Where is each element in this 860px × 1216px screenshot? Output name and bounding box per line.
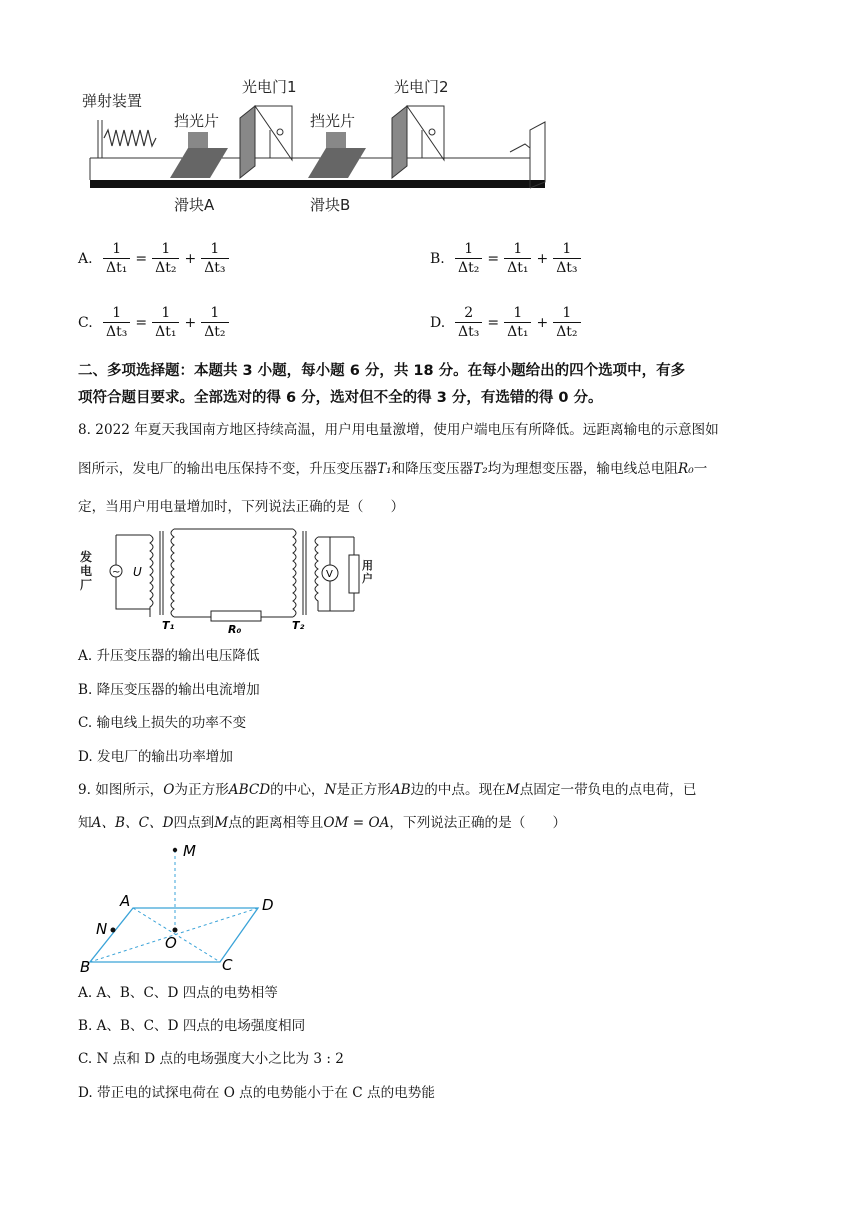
point-o [173, 928, 178, 933]
q7-option-c[interactable]: C. $\frac{1}{\text{Δt₃}}$ = $\frac{1}{\text{Δt₁}}$ + $\frac{1}{\text{Δt₂}}$ [78, 304, 232, 341]
section2-line2: 项符合题目要求。全部选对的得 6 分，选对但不全的得 3 分，有选错的得 0 分。 [78, 390, 603, 406]
q9-option-b[interactable]: B. A、B、C、D 四点的电场强度相同 [78, 1018, 306, 1034]
q9-line2: 知A、B、C、D四点到M点的距离相等且OM = OA，下列说法正确的是（ ） [78, 815, 567, 831]
point-n [111, 928, 116, 933]
square-charge-figure [78, 838, 298, 976]
gate2-label: 光电门2 [394, 78, 449, 96]
voltmeter-label: V [326, 569, 333, 580]
q7-option-b[interactable]: B. $\frac{1}{\text{Δt₂}}$ = $\frac{1}{\text{Δt₁}}$ + $\frac{1}{\text{Δt₃}}$ [430, 240, 584, 277]
label-m: M [183, 842, 196, 860]
transmission-circuit-figure [78, 525, 378, 635]
user-label-2: 户 [362, 572, 373, 585]
label-n: N [96, 920, 108, 938]
label-a: A [120, 892, 131, 910]
air-track-figure [70, 70, 560, 220]
track-base [90, 180, 545, 188]
section2-line1: 二、多项选择题：本题共 3 小题，每小题 6 分，共 18 分。在每小题给出的四个选项中，有多 [78, 363, 686, 379]
q8-option-a[interactable]: A. 升压变压器的输出电压降低 [78, 648, 260, 664]
q8-line2: 图所示，发电厂的输出电压保持不变，升压变压器T₁和降压变压器T₂均为理想变压器，输电线总电阻R₀一 [78, 461, 708, 477]
voltage-u-label: U [133, 565, 142, 579]
label-d: D [262, 896, 274, 914]
q9-option-a[interactable]: A. A、B、C、D 四点的电势相等 [78, 985, 278, 1001]
q8-line3: 定，当用户用电量增加时，下列说法正确的是（ ） [78, 499, 405, 515]
q8-option-c[interactable]: C. 输电线上损失的功率不变 [78, 715, 247, 731]
spring [104, 130, 156, 146]
q8-option-b[interactable]: B. 降压变压器的输出电流增加 [78, 682, 260, 698]
label-c: C [222, 956, 233, 974]
shutter-b-label: 挡光片 [310, 112, 356, 130]
q8-line1: 8. 2022 年夏天我国南方地区持续高温，用户用电量激增，使用户端电压有所降低。远距离输电的示意图如 [78, 422, 719, 438]
q8-option-d[interactable]: D. 发电厂的输出功率增加 [78, 749, 233, 765]
t2-label: T₂ [292, 619, 305, 632]
r0-label: R₀ [228, 623, 242, 635]
q9-option-d[interactable]: D. 带正电的试探电荷在 O 点的电势能小于在 C 点的电势能 [78, 1085, 435, 1101]
gate1-label: 光电门1 [242, 78, 297, 96]
user-label-1: 用 [362, 559, 373, 572]
q9-line1: 9. 如图所示，O为正方形ABCD的中心，N是正方形AB边的中点。现在M点固定一带负电的点电荷，已 [78, 782, 697, 798]
plant-label-2: 电 [80, 564, 93, 578]
point-m [173, 848, 177, 852]
plant-label-3: 厂 [80, 578, 93, 592]
q7-option-a[interactable]: A. $\frac{1}{\text{Δt₁}}$ = $\frac{1}{\text{Δt₂}}$ + $\frac{1}{\text{Δt₃}}$ [78, 240, 232, 277]
label-b: B [80, 958, 91, 976]
q9-option-c[interactable]: C. N 点和 D 点的电场强度大小之比为 3 : 2 [78, 1051, 344, 1067]
t1-label: T₁ [162, 619, 175, 632]
label-o: O [165, 934, 177, 952]
q7-option-d[interactable]: D. $\frac{2}{\text{Δt₃}}$ = $\frac{1}{\text{Δt₁}}$ + $\frac{1}{\text{Δt₂}}$ [430, 304, 584, 341]
resistor-r0 [211, 611, 261, 621]
plant-label-1: 发 [80, 550, 93, 564]
slider-b-label: 滑块B [310, 196, 351, 214]
slider-a-label: 滑块A [174, 196, 215, 214]
launcher-label: 弹射装置 [82, 92, 143, 110]
svg-text:~: ~ [112, 567, 121, 578]
user-load [349, 555, 359, 593]
shutter-a-label: 挡光片 [174, 112, 220, 130]
